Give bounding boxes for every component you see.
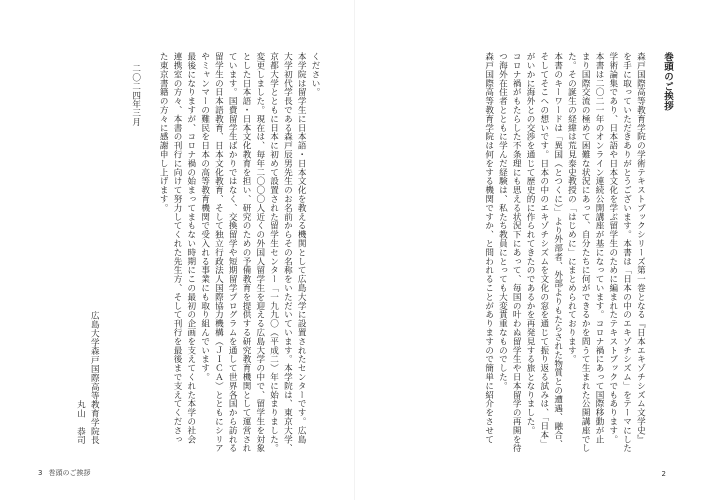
body-line: まり国際交流の極めて困難な状況にあって、自分たちに何ができるかを問うて生まれた公開講座でし [580, 52, 591, 453]
body-line: た東京書籍の方々に感謝申し上げます。 [158, 52, 169, 213]
right-page-text [481, 52, 674, 452]
body-line: 本書は二〇二一年のオンライン連続公開講座が基になっています。コロナ禍にあって国際移動が止 [594, 52, 605, 444]
body-line: とした日本語・日本文化教育を担い、研究のための予備教育を提供する研究教育機関として運営され [241, 52, 252, 453]
right-page [355, 0, 710, 500]
spacer [100, 52, 114, 452]
body-line: ください。 [310, 52, 320, 97]
body-line: 京都大学とともに日本に初めて設置された留学生センター「一九九〇（平成二）年に始まりました。 [268, 52, 279, 453]
body-line: 最後になりますが、コロナ禍の始まってまもない時期にこの最初の企画を支えてくれた本学の社会 [185, 52, 196, 444]
date: 二〇二四年三月 [130, 64, 141, 127]
body-line: 大学初代学長である森戸辰男先生のお名前からその名称をいただいています。本学院は、東京大学、 [282, 52, 293, 453]
body-line: コロナ禍がもたらした不条理にも思える状況下にあって、毎国の叶わぬ留学生や日本留学の再開を待 [511, 52, 522, 453]
body-line: そしてそこへの想いです。日本の中のエキゾチシズムを文化の窓を通じて振り返る試みは、「日本」 [538, 52, 549, 449]
body-line: がいかに海外との交渉を通じて歴史的に作られてきたのであるかを再発見する旅となりました。 [525, 52, 536, 435]
left-folio [38, 468, 96, 478]
page-number: 3 [38, 469, 43, 477]
spacer [142, 52, 156, 452]
signature-title: 広島大学森戸国際高等教育学院長 [89, 310, 100, 444]
signature-name: 丸山 恭司 [75, 399, 86, 444]
page-number: 2 [661, 470, 666, 478]
body-line: 連携室の方々、本書の刊行に向けて努力してくれた先生方、そして刊行を最後まで支えてくださっ [172, 52, 183, 444]
body-line: 森戸国際高等教育学院は何をする機関ですか、と問われることがありますので簡単に紹介をさせて [483, 52, 494, 444]
body-line: を手に取っていただきありがとうございます。本書は「日本の中のエキゾチシズム」をテーマにした [621, 52, 632, 453]
right-folio [662, 470, 672, 478]
running-title: 巻頭のご挨拶 [48, 469, 91, 477]
page-heading: 巻頭のご挨拶 [662, 52, 673, 111]
body-line: 留学生の日本語教育、日本文化教育、そして独立行政法人国際協力機構（ＪＩＣＡ）とともにシリア [213, 52, 224, 453]
body-line: 本書のキーワードは「異国（とつくに）」より外部者、外部よりもたらされた物質との遭遇、融合、 [552, 52, 563, 449]
spacer [646, 52, 660, 452]
body-line: 変更しました。現在は、毎年二〇〇〇人近くの外国人留学生を迎える広島大学の中で、留学生を対象 [254, 52, 265, 453]
body-line: た。その誕生の経緯は荒見泰史教授の「はじめに」にまとめられております。 [566, 52, 577, 364]
body-line: 本学院は留学生に日本語・日本文化を教える機関として広島大学に設置されたセンターです。広島 [296, 52, 307, 444]
body-line: やミャンマーの難民を日本の高等教育機関で受入れる事業にも取り組んでいます。 [199, 52, 210, 382]
spacer [114, 52, 128, 452]
body-line: 森戸国際高等教育学院の学術テキストブックシリーズ第一巻となる『日本エキゾチシズム文学史』 [635, 52, 646, 444]
left-page-text [73, 52, 321, 452]
body-line: つ海外在住者とともに学んだ経験は、私たち教員にとっても大変貴重なものでした。 [497, 52, 508, 391]
body-line: 学術論集であり、日本語や日本文化を学ぶ留学生のために編まれたテキストブックでもあります。 [607, 52, 618, 444]
body-line: ています。国費留学生ばかりではなく、交換留学や短期留学プログラムを通して世界各国から訪れる [227, 52, 238, 453]
